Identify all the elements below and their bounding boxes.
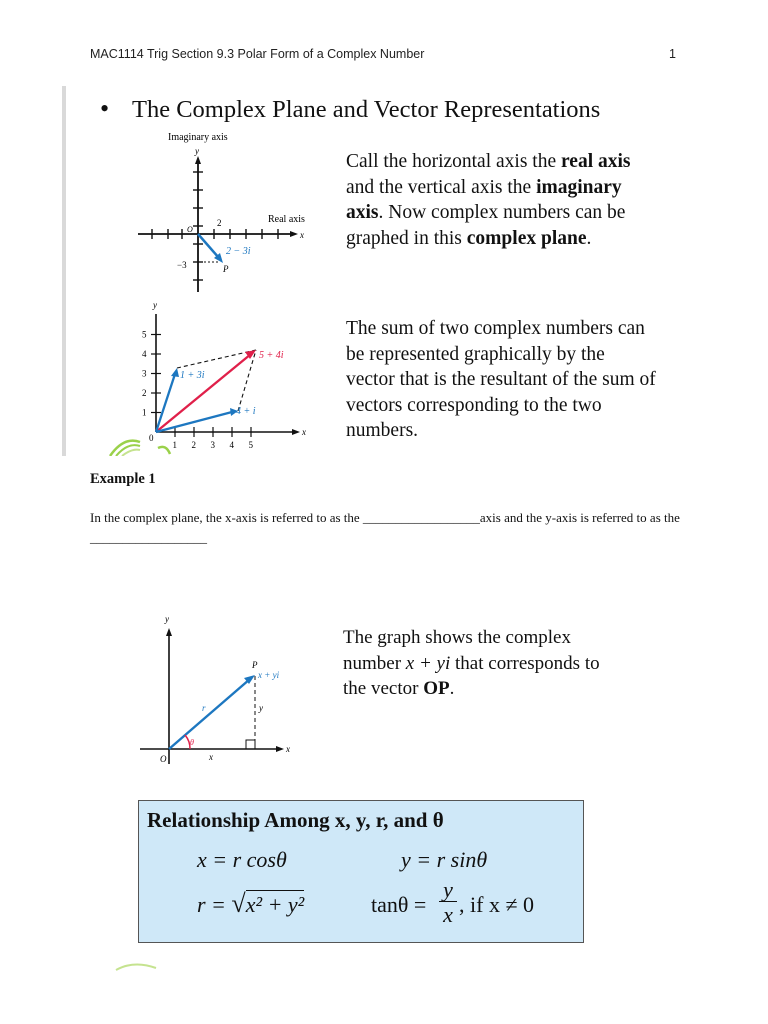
x-tick-label: 4: [229, 440, 234, 450]
vector-1-plus-3i-arrowhead: [171, 368, 179, 377]
page-number: 1: [669, 47, 676, 61]
y-tick-label: 4: [142, 349, 147, 359]
formula-tan-lhs: tanθ =: [371, 892, 427, 917]
vector-op: [169, 679, 250, 749]
slide-title: The Complex Plane and Vector Representations: [132, 96, 601, 123]
y-tick-label: 3: [142, 368, 147, 379]
dashed-parallel-right: [238, 350, 256, 411]
origin-label: 0: [149, 433, 154, 443]
text-run: . Now complex numbers can be graphed in this: [346, 202, 626, 249]
numerator: y: [443, 877, 453, 902]
imaginary-axis-label: Imaginary axis: [168, 132, 228, 143]
origin-label: O: [160, 754, 167, 764]
y-length-label: y: [259, 703, 263, 713]
polar-vector-figure: [132, 612, 302, 772]
y-tick-label: 2: [142, 388, 147, 398]
x-tick-label: 2: [191, 440, 196, 450]
origin-label: O: [187, 225, 193, 234]
label-1-plus-3i: 1 + 3i: [180, 370, 205, 381]
formula-r-lhs: r =: [197, 892, 226, 917]
point-label: P: [223, 264, 229, 274]
term-op: OP: [423, 678, 450, 699]
right-angle-marker: [246, 740, 255, 749]
y-tick-label: 1: [142, 407, 147, 418]
label-4-plus-i: 4 + i: [236, 406, 256, 417]
y-axis-letter: y: [165, 614, 169, 624]
radicand: x² + y²: [245, 892, 305, 917]
vector-label: 2 − 3i: [226, 246, 251, 257]
text-run: .: [586, 227, 592, 249]
relationship-title: Relationship Among x, y, r, and θ: [147, 808, 444, 832]
term-complex-plane: complex plane: [466, 227, 587, 249]
x-axis-letter: x: [286, 744, 290, 754]
x-axis-arrow: [292, 429, 300, 435]
example-title: Example 1: [90, 471, 156, 487]
text-run: Call the horizontal axis the: [346, 151, 561, 172]
formula-x-equals-rcos: x = r cosθ: [197, 847, 287, 872]
y-axis-arrow: [166, 628, 172, 636]
denominator: x: [443, 902, 453, 927]
x-axis-letter: x: [302, 427, 306, 437]
term-imaginary-axis: imaginary axis: [346, 176, 622, 224]
leaf-decoration-icon: [112, 960, 162, 972]
complex-plane-figure: [132, 130, 332, 300]
label-5-plus-4i: 5 + 4i: [259, 350, 284, 361]
sqrt-sign-icon: √: [231, 889, 246, 918]
y-axis-letter: y: [195, 146, 199, 156]
y-tick-label: 5: [142, 329, 147, 340]
y-axis-letter: y: [153, 300, 157, 310]
expression-x-plus-yi: x + yi: [405, 652, 451, 674]
real-axis-arrow: [290, 231, 298, 237]
x-tick-label: 3: [210, 440, 215, 450]
vector-sum-description: The sum of two complex numbers can be represented graphically by the vector that is the resultant of the sum of vectors corresponding to the two numbers.: [346, 318, 656, 442]
formula-y-equals-rsin: y = r sinθ: [401, 847, 488, 872]
x-axis-letter: x: [300, 230, 304, 240]
text-run: The graph shows the complex number: [343, 627, 571, 674]
x-length-label: x: [209, 752, 213, 762]
x-tick-label: 5: [248, 440, 253, 450]
formula-r-equals-sqrt: [197, 889, 304, 919]
x-axis-arrow: [276, 746, 284, 752]
r-label: r: [202, 703, 206, 713]
slide-complex-plane: [62, 86, 700, 456]
relationship-box: [138, 800, 584, 943]
x-tick-label: 1: [172, 440, 177, 450]
real-axis-label: Real axis: [268, 214, 305, 225]
tick-label-minus3: −3: [177, 260, 187, 270]
document-header-title: MAC1114 Trig Section 9.3 Polar Form of a Complex Number: [90, 47, 425, 61]
leaf-decoration-icon: [106, 430, 176, 456]
tick-label-2: 2: [217, 218, 222, 228]
formula-condition: , if x ≠ 0: [459, 892, 535, 917]
fraction: [439, 879, 457, 928]
tick-marks: [151, 335, 251, 438]
slide-left-edge: [62, 86, 66, 456]
complex-plane-description: [346, 149, 646, 251]
theta-label: θ: [190, 738, 194, 747]
text-run: that corresponds to the vector: [343, 652, 600, 699]
example-question: In the complex plane, the x-axis is referred to as the __________________axis and the y-axis is referred to as the __________________: [90, 510, 680, 545]
text-run: and the vertical axis the: [346, 176, 537, 198]
vector-2-minus-3i: [198, 234, 219, 258]
term-real-axis: real axis: [561, 151, 631, 172]
polar-vector-description: [343, 625, 613, 702]
point-label: P: [252, 660, 258, 670]
imaginary-axis-arrow: [195, 156, 201, 164]
bullet-icon: •: [100, 94, 110, 123]
vector-label: x + yi: [258, 670, 280, 680]
text-run: .: [449, 678, 455, 699]
